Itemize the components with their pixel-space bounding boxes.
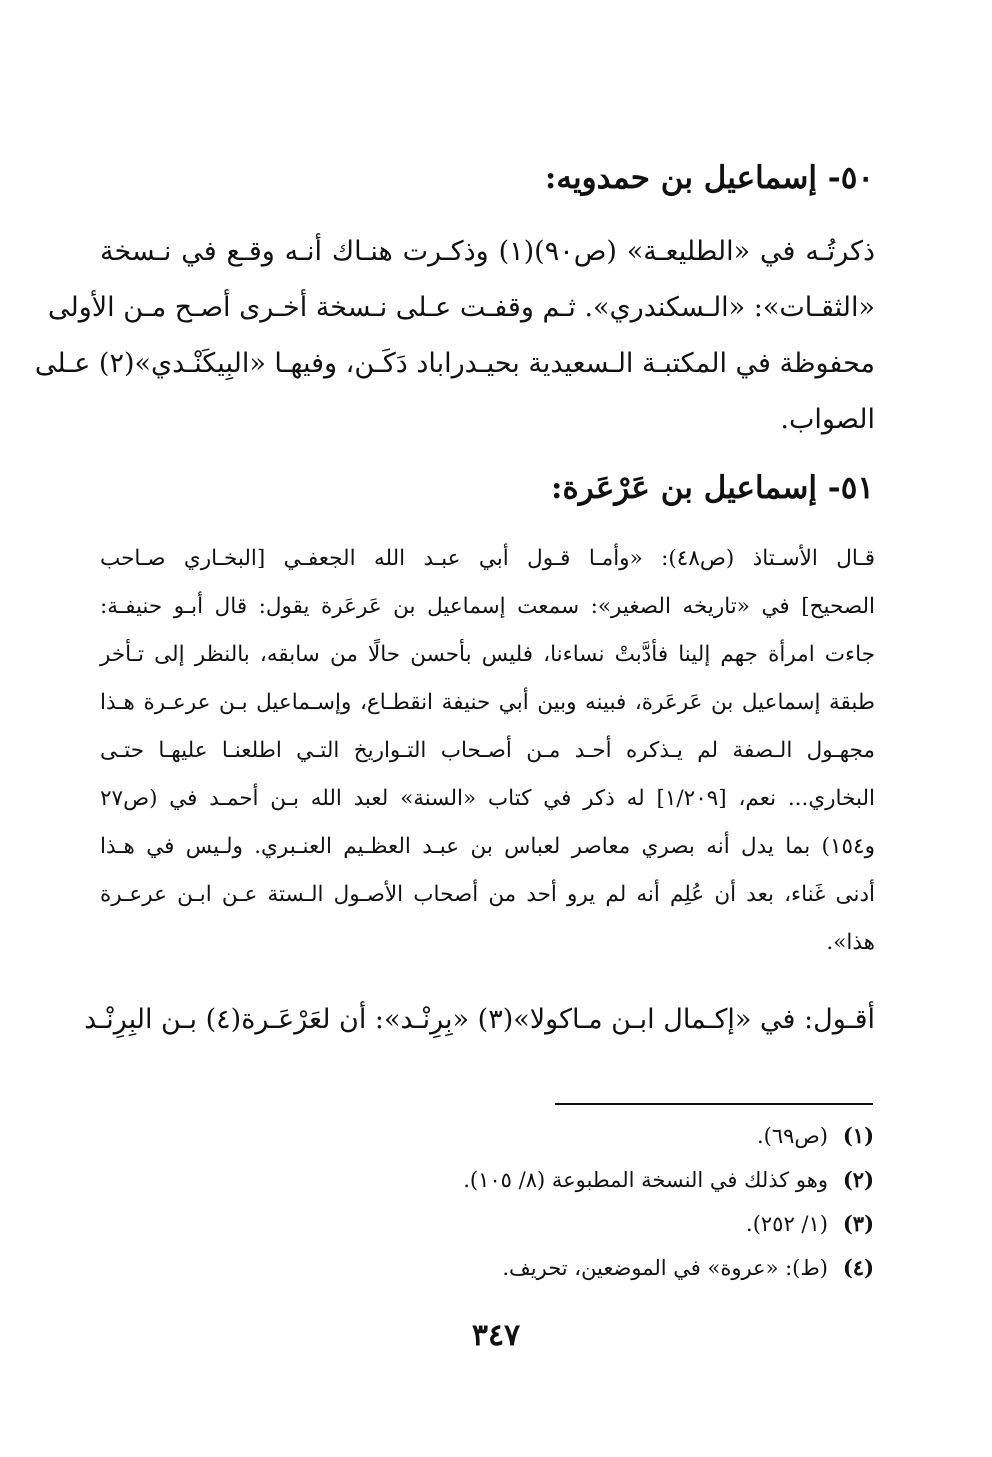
footnote-separator (555, 1103, 873, 1105)
footnote-text: (ص٦٩). (756, 1124, 828, 1148)
paragraph-line: و١٥٤) بما يدل أنه بصري معاصر لعباس بن عبـد العظـيم العنـبري. ولـيس في هـذا (100, 834, 875, 859)
footnote-1 (757, 1122, 874, 1150)
footnote-number: (٤) (842, 1255, 874, 1280)
paragraph-section-50 (34, 232, 875, 435)
footnote-4 (502, 1254, 874, 1282)
quoted-paragraph-section-51 (100, 543, 875, 983)
paragraph-line: قـال الأسـتاذ (ص٤٨): «وأمـا قـول أبي عبـد الله الجعفـي [البخـاري صـاحب (100, 546, 875, 571)
paragraph-line: هذا». (826, 930, 875, 955)
paragraph-line: البخاري... نعم، [١/٢٠٩] له ذكر في كتاب «السنة» لعبد الله بـن أحمـد في (ص٢٧ (100, 786, 875, 811)
paragraph-aqulu (84, 1000, 875, 1044)
footnote-text: (ط): «عروة» في الموضعين، تحريف. (502, 1256, 828, 1280)
section-heading-51: ٥١- إسماعيل بن عَرْعَرة: (551, 470, 874, 506)
paragraph-line: أقـول: في «إكـمال ابـن مـاكولا»(٣) «بِرِنْـد»: أن لعَرْعَـرة(٤) بـن البِرِنْـد (84, 1004, 875, 1035)
page-number: ٣٤٧ (471, 1318, 521, 1353)
section-heading-50: ٥٠- إسماعيل بن حمدويه: (544, 160, 874, 196)
footnote-number: (٢) (842, 1167, 874, 1192)
footnote-number: (١) (842, 1123, 874, 1148)
footnote-number: (٣) (842, 1211, 874, 1236)
paragraph-line: طبقة إسماعيل بن عَرعَرة، فبينه وبين أبي حنيفة انقطـاع، وإسـماعيل بـن عرعـرة هـذا (100, 690, 875, 715)
paragraph-line: مجهـول الـصفة لم يـذكره أحـد مـن أصـحاب التـواريخ التـي اطلعنـا عليهـا حتـى (100, 738, 875, 763)
footnote-3 (746, 1210, 874, 1238)
paragraph-line: «الثقـات»: «الـسكندري». ثـم وقفـت عـلى نـسخة أخـرى أصـح مـن الأولى (47, 292, 875, 323)
paragraph-line: ذكرتُـه في «الطليعـة» (ص٩٠)(١) وذكـرت هنـاك أنـه وقـع في نـسخة (100, 236, 875, 267)
paragraph-line: الصحيح] في «تاريخه الصغير»: سمعت إسماعيل بن عَرعَرة يقول: قال أبـو حنيفـة: (100, 594, 875, 619)
paragraph-line: جاءت امرأة جهم إلينا فأدَّبتْ نساءنا، فليس بأحسن حالًا من سابقه، بالنظر إلى تـأخر (100, 642, 875, 667)
footnote-2 (463, 1166, 874, 1194)
paragraph-line: الصواب. (780, 404, 875, 435)
paragraph-line: أدنى غَناء، بعد أن عُلِم أنه لم يرو أحد من أصحاب الأصـول الـستة عـن ابـن عرعـرة (100, 882, 875, 907)
footnote-text: وهو كذلك في النسخة المطبوعة (٨/ ١٠٥). (463, 1168, 828, 1192)
paragraph-line: محفوظة في المكتبـة الـسعيدية بحيـدراباد دَكَـن، وفيهـا «البِيكَنْـدي»(٢) عـلى (34, 348, 875, 379)
footnote-text: (١/ ٢٥٢). (746, 1212, 828, 1236)
footnotes (374, 1122, 874, 1302)
